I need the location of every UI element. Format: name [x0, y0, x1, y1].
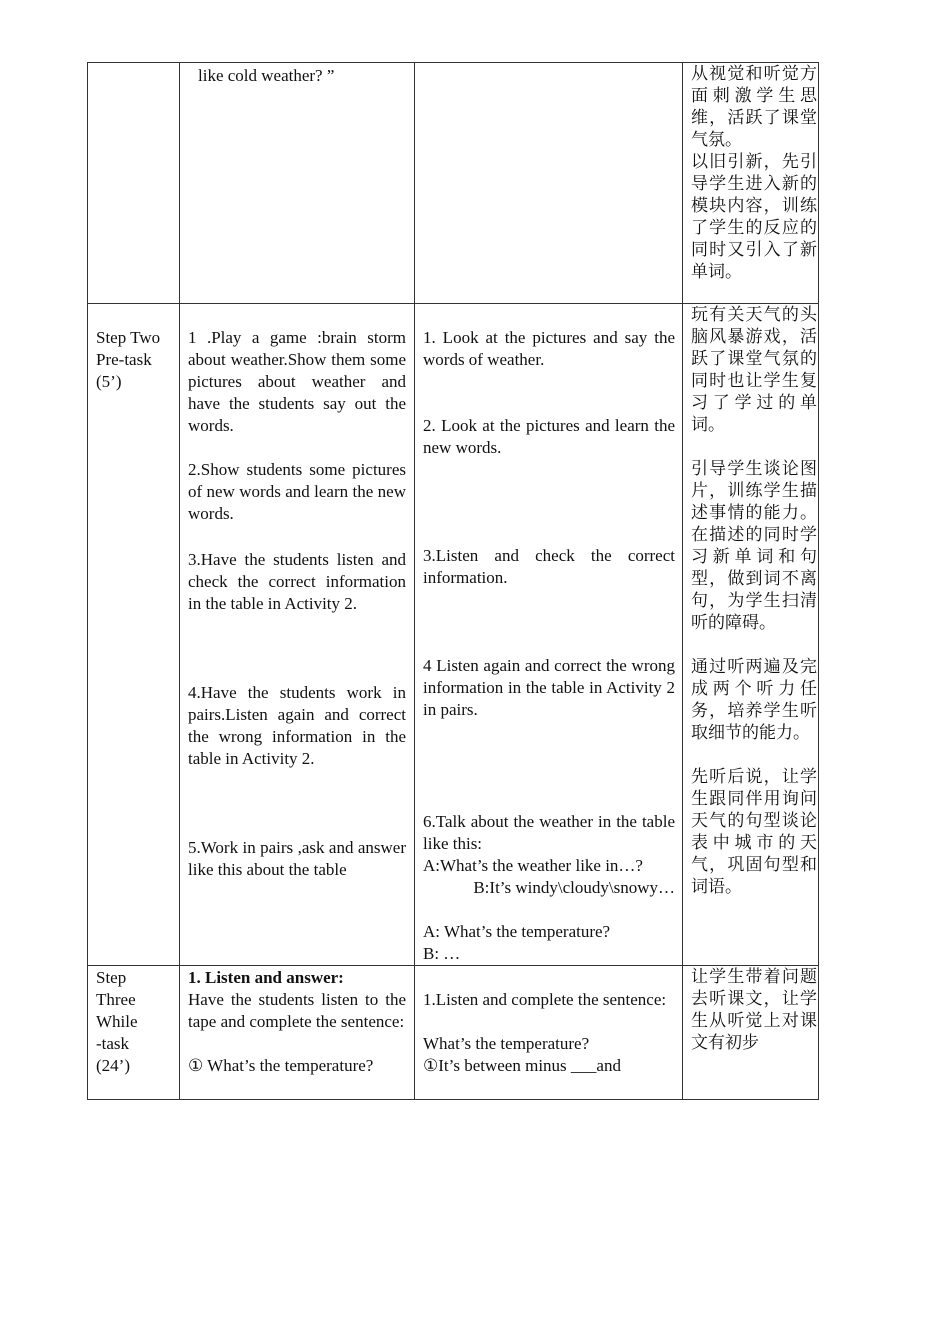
teacher-text: like cold weather? ”: [198, 66, 335, 85]
teacher-text: Have the students listen to the tape and complete the sentence:: [188, 990, 406, 1031]
teacher-text: 4.Have the students work in pairs.Listen again and correct the wrong information in the table in Activity 2.: [188, 683, 406, 768]
student-activity-cell: [415, 63, 683, 304]
teacher-heading: 1. Listen and answer:: [188, 968, 344, 987]
student-activity-cell: [415, 304, 683, 966]
student-text: A: What’s the temperature?: [423, 922, 611, 941]
step-line: -task: [96, 1034, 130, 1053]
purpose-text: 从视觉和听觉方面刺激学生思维，活跃了课堂气氛。: [691, 64, 817, 150]
student-text: ①It’s between minus ___and: [423, 1056, 621, 1075]
student-text: B:It’s windy\cloudy\snowy…: [473, 878, 675, 897]
student-text: What’s the temperature?: [423, 1034, 590, 1053]
step-cell: [88, 966, 180, 1100]
student-text: 2. Look at the pictures and learn the new words.: [423, 416, 675, 457]
step-cell: [88, 63, 180, 304]
teacher-text: ① What’s the temperature?: [188, 1056, 374, 1075]
purpose-text: 通过听两遍及完成两个听力任务，培养学生听取细节的能力。: [691, 657, 817, 743]
step-label: [96, 967, 176, 1077]
student-text: B: …: [423, 944, 461, 963]
teacher-activity-cell: [180, 304, 415, 966]
student-text: 3.Listen and check the correct information.: [423, 546, 675, 587]
purpose-cell: [683, 966, 819, 1100]
teacher-activity-cell: [180, 966, 415, 1100]
table-row: [88, 966, 819, 1100]
student-text: 1.Listen and complete the sentence:: [423, 990, 667, 1009]
step-line: Three: [96, 990, 136, 1009]
purpose-text: 让学生带着问题去听课文，让学生从听觉上对课文有初步: [691, 967, 817, 1053]
lesson-plan-table: [87, 62, 819, 1100]
student-activity-cell: [415, 966, 683, 1100]
student-text: A:What’s the weather like in…?: [423, 856, 643, 875]
teacher-activity-cell: [180, 63, 415, 304]
student-text: 1. Look at the pictures and say the words of weather.: [423, 328, 675, 369]
student-text: 6.Talk about the weather in the table like this:: [423, 812, 675, 853]
purpose-cell: [683, 63, 819, 304]
table-row: [88, 304, 819, 966]
step-line: While: [96, 1012, 138, 1031]
teacher-text: 1 .Play a game :brain storm about weather.Show them some pictures about weather and have the students say out the words.: [188, 328, 406, 435]
teacher-text: 3.Have the students listen and check the correct information in the table in Activity 2.: [188, 550, 406, 613]
step-cell: [88, 304, 180, 966]
purpose-text: 先听后说，让学生跟同伴用询问天气的句型谈论表中城市的天气，巩固句型和词语。: [691, 767, 817, 897]
table-row: [88, 63, 819, 304]
purpose-cell: [683, 304, 819, 966]
step-line: (24’): [96, 1056, 130, 1075]
purpose-text: 引导学生谈论图片，训练学生描述事情的能力。在描述的同时学习新单词和句型，做到词不离句，为学生扫清听的障碍。: [691, 459, 817, 633]
teacher-text: 2.Show students some pictures of new words and learn the new words.: [188, 460, 406, 523]
purpose-text: 玩有关天气的头脑风暴游戏，活跃了课堂气氛的同时也让学生复习了学过的单词。: [691, 305, 817, 435]
step-label: Step Two Pre-task (5’): [96, 328, 161, 391]
teacher-text: 5.Work in pairs ,ask and answer like this about the table: [188, 838, 406, 879]
step-line: Step: [96, 968, 127, 987]
purpose-text: 以旧引新，先引导学生进入新的模块内容，训练了学生的反应的同时又引入了新单词。: [691, 152, 817, 282]
student-text: 4 Listen again and correct the wrong information in the table in Activity 2 in pairs.: [423, 656, 675, 719]
